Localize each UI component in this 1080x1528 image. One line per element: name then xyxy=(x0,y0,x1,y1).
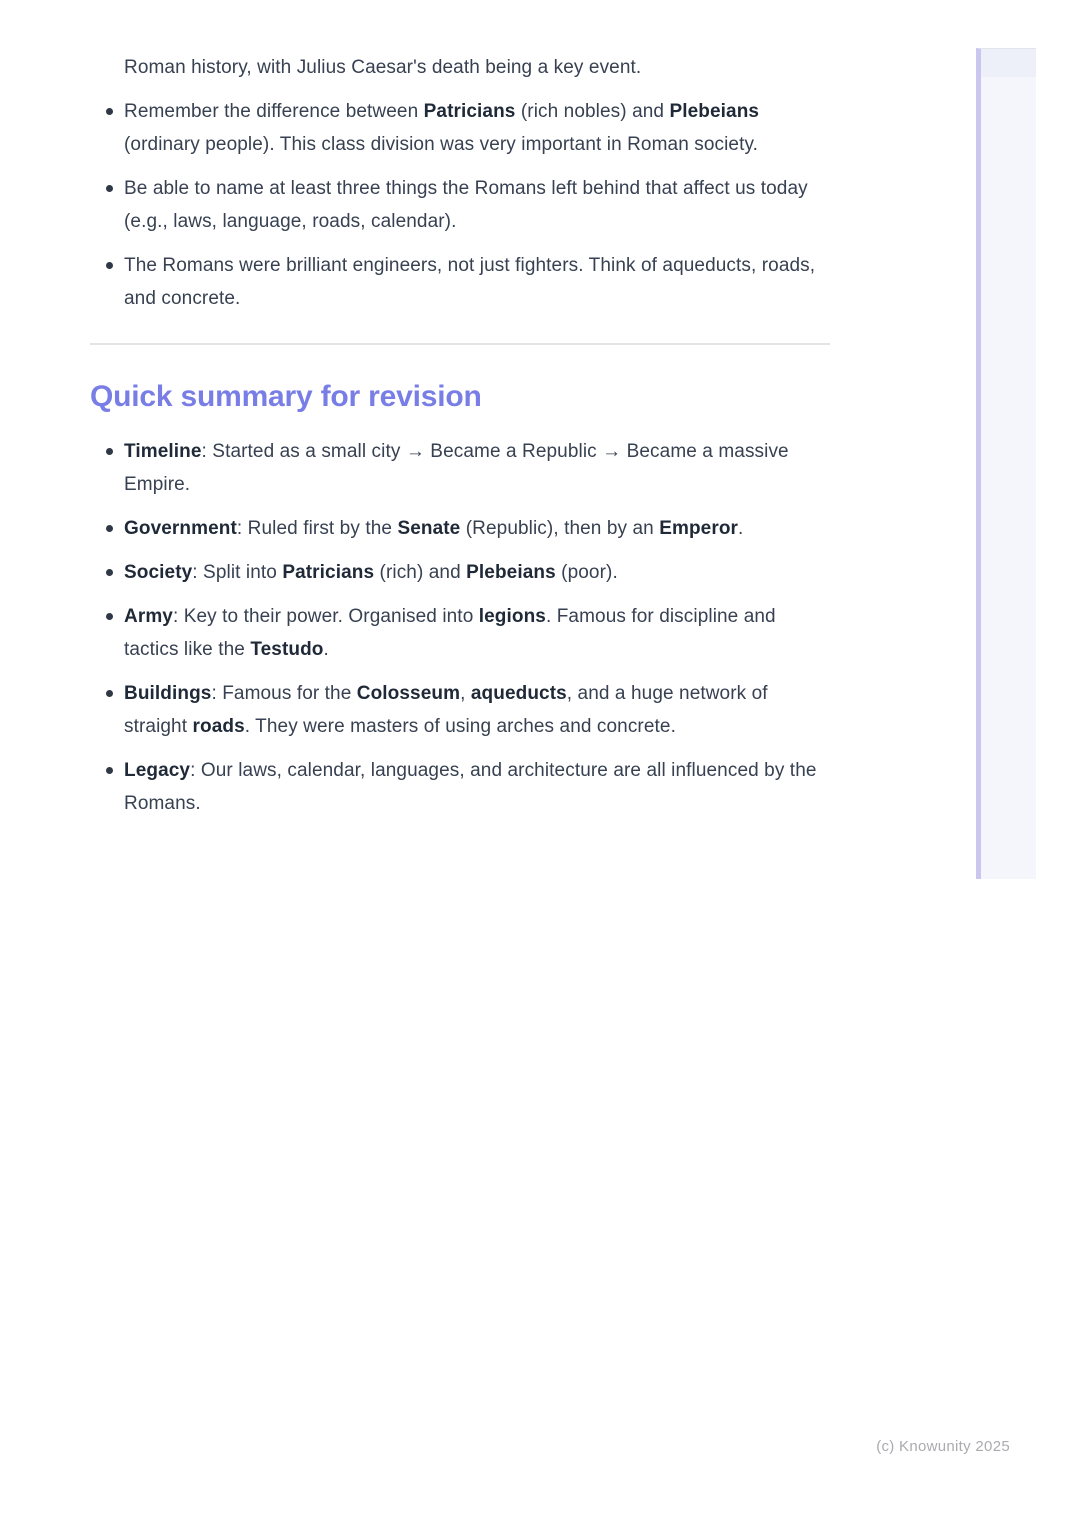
list-item xyxy=(90,556,834,589)
bold-term: Plebeians xyxy=(669,101,760,122)
text-segment: (ordinary people). This class division was very important in Roman society. xyxy=(124,134,759,155)
bold-term: roads xyxy=(192,716,245,737)
text-segment: , xyxy=(460,683,471,704)
list-item xyxy=(90,95,834,161)
text-segment: . They were masters of using arches and concrete. xyxy=(244,716,676,737)
scrollbar-thumb[interactable] xyxy=(976,49,981,879)
list-item xyxy=(90,512,834,545)
text-segment: (poor). xyxy=(555,562,618,583)
text-segment: Remember the difference between xyxy=(124,101,424,122)
text-segment: : Started as a small city → Became a Republic → Became a massive Empire. xyxy=(124,441,789,495)
text-segment: : Famous for the xyxy=(211,683,357,704)
text-segment: , and a huge network of straight xyxy=(124,683,768,737)
bold-term: legions xyxy=(478,606,546,627)
list-item xyxy=(90,677,834,743)
copyright-footer: (c) Knowunity 2025 xyxy=(876,1438,1010,1455)
text-segment: Be able to name at least three things the Romans left behind that affect us today (e.g., laws, language, roads, calendar). xyxy=(124,178,808,232)
document-content xyxy=(90,51,834,831)
list-item xyxy=(90,172,834,238)
exam-tips-list xyxy=(90,95,834,315)
bold-term: Testudo xyxy=(250,639,324,660)
text-segment: . xyxy=(323,639,329,660)
bold-term: Patricians xyxy=(282,562,375,583)
section-heading: Quick summary for revision xyxy=(90,380,482,413)
side-panel-top-highlight xyxy=(981,49,1036,77)
text-segment: . xyxy=(738,518,744,539)
list-item xyxy=(90,249,834,315)
text-segment: The Romans were brilliant engineers, not just fighters. Think of aqueducts, roads, and concrete. xyxy=(124,255,816,309)
bold-term: Senate xyxy=(397,518,461,539)
text-segment: : Split into xyxy=(192,562,283,583)
paragraph-continuation: Roman history, with Julius Caesar's death being a key event. xyxy=(124,57,642,78)
bold-term: Plebeians xyxy=(466,562,556,583)
list-item xyxy=(90,435,834,501)
bold-term: Colosseum xyxy=(356,683,461,704)
text-segment: (rich nobles) and xyxy=(515,101,670,122)
text-segment: (rich) and xyxy=(374,562,467,583)
section-divider xyxy=(90,343,830,345)
summary-list xyxy=(90,435,834,820)
text-segment: : Key to their power. Organised into xyxy=(172,606,479,627)
bold-term: Emperor xyxy=(659,518,739,539)
bold-term: Government xyxy=(124,518,237,539)
side-panel xyxy=(976,48,1036,879)
text-segment: : Our laws, calendar, languages, and architecture are all influenced by the Romans. xyxy=(124,760,817,814)
bold-term: Army xyxy=(124,606,173,627)
bold-term: Buildings xyxy=(124,683,212,704)
list-item xyxy=(90,754,834,820)
bold-term: Patricians xyxy=(423,101,516,122)
bold-term: Society xyxy=(124,562,193,583)
bold-term: aqueducts xyxy=(470,683,567,704)
bold-term: Legacy xyxy=(124,760,191,781)
list-item xyxy=(90,600,834,666)
bold-term: Timeline xyxy=(124,441,202,462)
text-segment: : Ruled first by the xyxy=(236,518,398,539)
text-segment: . Famous for discipline and tactics like the xyxy=(124,606,776,660)
text-segment: (Republic), then by an xyxy=(460,518,660,539)
